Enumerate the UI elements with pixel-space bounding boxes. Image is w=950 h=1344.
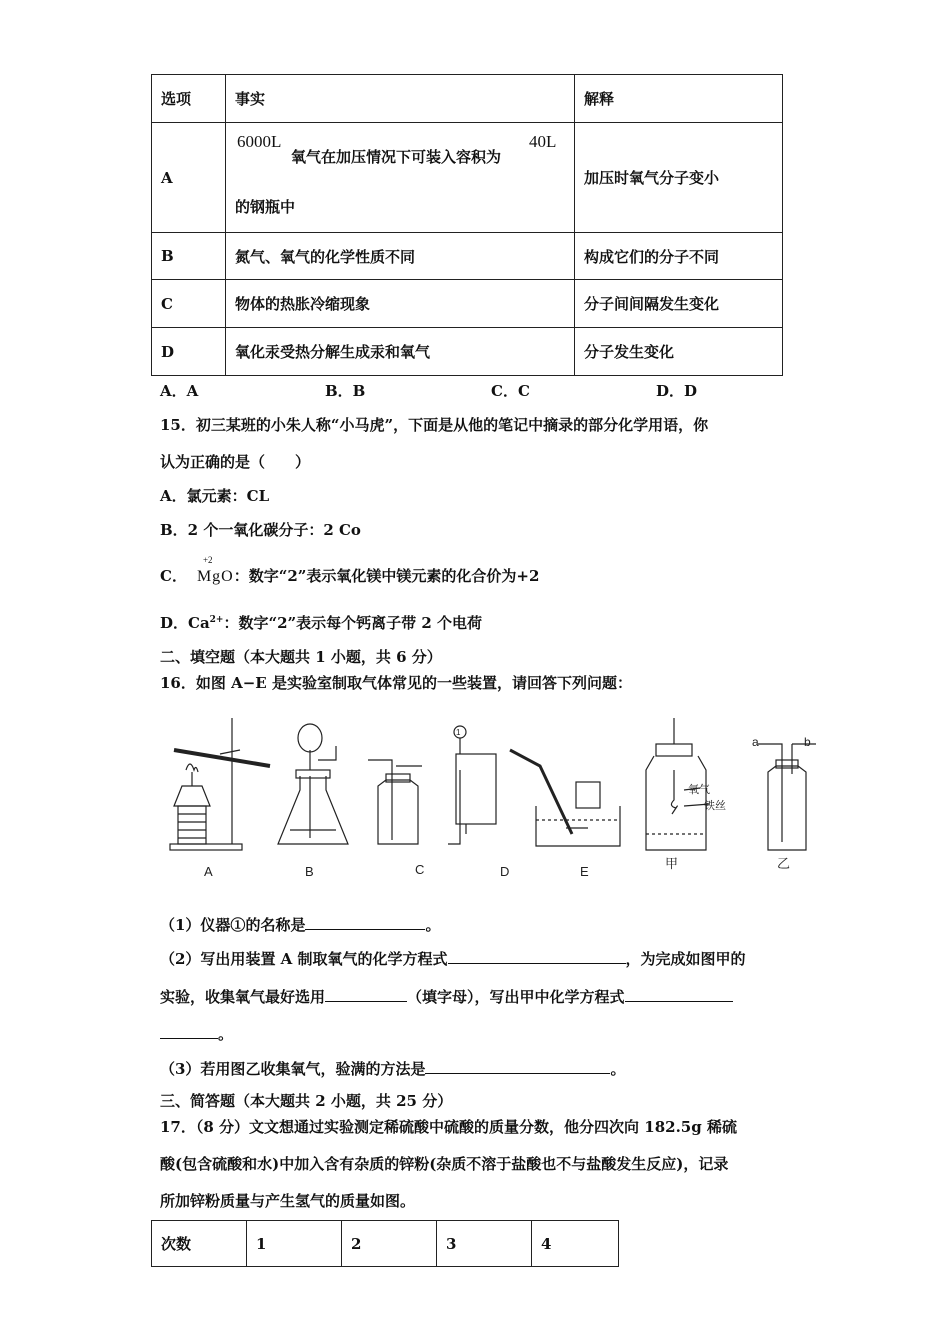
apparatus-b [278, 724, 348, 844]
apparatus-d [448, 726, 496, 844]
choice-b: B．B [325, 382, 366, 400]
count-table [151, 1220, 619, 1267]
question-text: ，为完成如图甲的 [625, 950, 746, 968]
row-explain: 加压时氧气分子变小 [575, 123, 783, 233]
row-explain: 构成它们的分子不同 [575, 233, 783, 280]
section-title: 二、填空题（本大题共 1 小题，共 6 分） [160, 648, 442, 666]
wire-label: 铁丝 [704, 800, 726, 812]
row-fact: 氧化汞受热分解生成汞和氧气 [226, 328, 575, 376]
oxygen-label: 氧气 [688, 784, 710, 796]
apparatus-figure [160, 710, 840, 885]
section-title: 三、简答题（本大题共 2 小题，共 25 分） [160, 1092, 453, 1110]
option-text: ：数字“2”表示每个钙离子带 2 个电荷 [223, 614, 483, 632]
table-header: 解释 [575, 75, 783, 123]
q16-part-2c [160, 1023, 233, 1044]
figure-label: 乙 [777, 856, 791, 871]
q16-part-2 [160, 948, 746, 969]
mgo-formula [196, 555, 234, 586]
q15-stem-2: 认为正确的是（ ） [160, 453, 311, 471]
q17-line-1: 17．（8 分）文文想通过实验测定稀硫酸中硫酸的质量分数，他分四次向 182.5g 稀硫 [160, 1118, 737, 1136]
question-text: 实验，收集氧气最好选用 [160, 988, 326, 1006]
table-header: 1 [247, 1221, 342, 1267]
table-header: 次数 [152, 1221, 247, 1267]
question-text: （1）仪器①的名称是 [160, 916, 306, 934]
fact-text: 氧气在加压情况下可装入容积为 [291, 147, 502, 166]
q16-part-1 [160, 914, 440, 935]
table-header: 2 [342, 1221, 437, 1267]
answer-blank[interactable] [448, 949, 626, 964]
row-option: D [152, 328, 226, 376]
q16-part-3 [160, 1058, 625, 1079]
q15-option-a: A．氯元素：CL [160, 487, 270, 505]
explanation-table [151, 74, 783, 376]
q16-part-2b [160, 986, 733, 1007]
row-explain: 分子发生变化 [575, 328, 783, 376]
table-header: 选项 [152, 75, 226, 123]
q15-option-c [160, 555, 540, 586]
tube-a-label: a [752, 735, 759, 749]
row-fact: 氮气、氧气的化学性质不同 [226, 233, 575, 280]
valence-mark: +2 [202, 555, 213, 565]
row-option: B [152, 233, 226, 280]
q15-stem-1: 15．初三某班的小朱人称“小马虎”，下面是从他的笔记中摘录的部分化学用语，你 [160, 416, 709, 434]
figure-label: B [305, 864, 314, 879]
answer-blank[interactable] [160, 1024, 218, 1039]
choice-a: A．A [160, 382, 199, 400]
choice-c: C．C [491, 382, 530, 400]
answer-blank[interactable] [305, 915, 425, 930]
option-label: C． [160, 567, 187, 585]
table-header: 3 [437, 1221, 532, 1267]
row-option: C [152, 280, 226, 328]
q16-stem: 16．如图 A−E 是实验室制取气体常见的一些装置，请回答下列问题： [160, 674, 632, 692]
fact-text-end: 的钢瓶中 [235, 197, 296, 216]
period: 。 [610, 1060, 626, 1078]
apparatus-yi [758, 744, 816, 850]
formula: MgO [196, 568, 234, 585]
row-option: A [152, 123, 226, 233]
tube-b-label: b [804, 735, 811, 749]
answer-blank[interactable] [325, 987, 407, 1002]
question-text: （3）若用图乙收集氧气，验满的方法是 [160, 1060, 426, 1078]
apparatus-c [368, 760, 422, 844]
table-header: 4 [532, 1221, 619, 1267]
figure-label: A [204, 864, 213, 879]
option-label: D．Ca [160, 614, 210, 632]
table-header: 事实 [226, 75, 575, 123]
apparatus-e [510, 750, 620, 846]
option-text: ：数字“2”表示氧化镁中镁元素的化合价为+2 [233, 567, 540, 585]
figure-label: 甲 [665, 856, 679, 871]
figure-label: C [415, 862, 425, 877]
figure-label: E [580, 864, 589, 879]
question-text: （填字母），写出甲中化学方程式 [407, 988, 625, 1006]
answer-blank[interactable] [625, 987, 733, 1002]
period: 。 [425, 916, 441, 934]
marker-1-label: 1 [456, 728, 461, 737]
q15-option-d [160, 612, 482, 633]
volume-6000l: 6000L [237, 131, 282, 151]
figure-label: D [500, 864, 510, 879]
q17-line-3: 所加锌粉质量与产生氢气的质量如图。 [160, 1192, 416, 1210]
row-fact: 物体的热胀冷缩现象 [226, 280, 575, 328]
charge-mark: 2+ [209, 615, 224, 625]
apparatus-a [170, 718, 270, 850]
row-fact [226, 123, 575, 233]
q15-option-b: B．2 个一氧化碳分子：2 Co [160, 521, 361, 539]
q17-line-2: 酸(包含硫酸和水)中加入含有杂质的锌粉(杂质不溶于盐酸也不与盐酸发生反应)，记录 [160, 1155, 729, 1173]
choice-d: D．D [656, 382, 698, 400]
question-text: （2）写出用装置 A 制取氧气的化学方程式 [160, 950, 448, 968]
answer-blank[interactable] [425, 1059, 610, 1074]
volume-40l: 40L [529, 131, 557, 151]
period: 。 [218, 1025, 234, 1043]
row-explain: 分子间间隔发生变化 [575, 280, 783, 328]
